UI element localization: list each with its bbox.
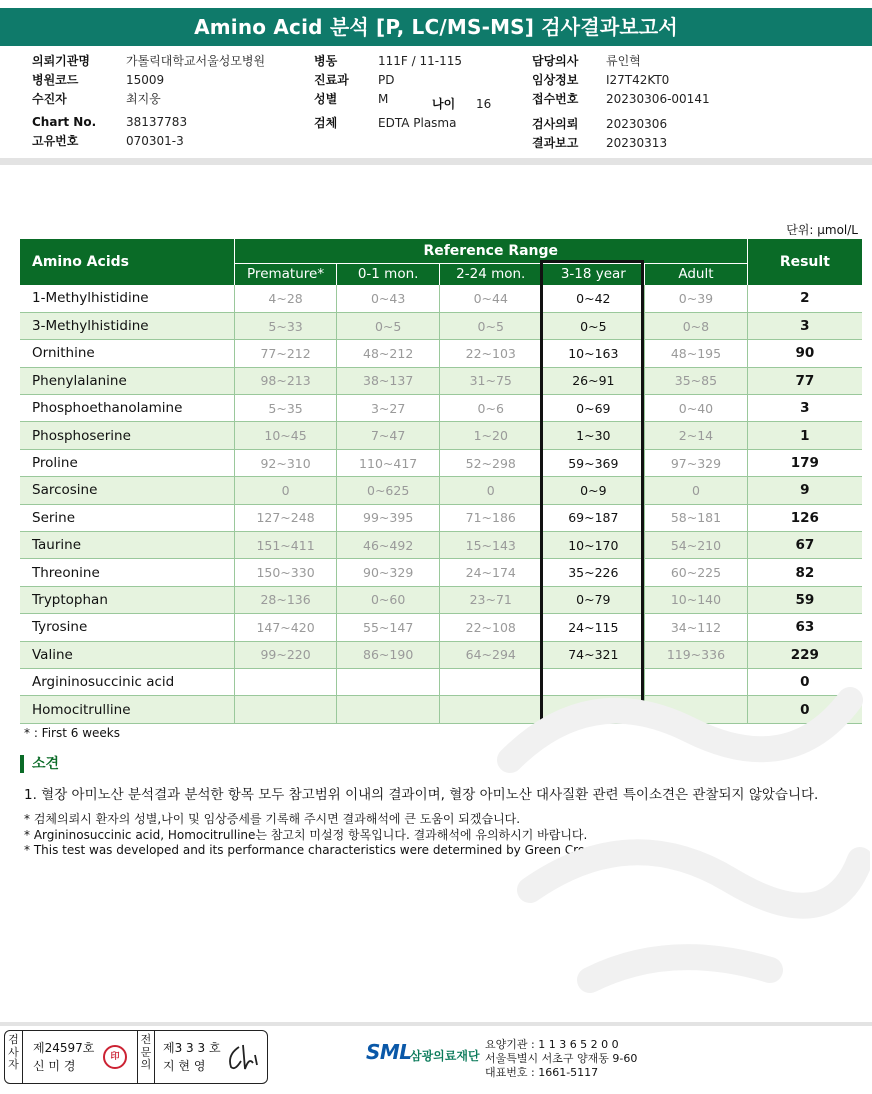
company-name: 삼광의료재단 [410, 1049, 480, 1063]
ref-range-m2_24: 52~298 [439, 449, 542, 476]
amino-acid-name: Proline [20, 449, 234, 476]
info-value: 20230306 [606, 117, 668, 131]
info-value: 15009 [126, 73, 165, 87]
ref-range-adult: 2~14 [645, 422, 748, 449]
info-field [32, 115, 187, 129]
col-result: Result [747, 239, 862, 285]
info-value: 최지웅 [126, 92, 161, 106]
ref-range-m2_24: 23~71 [439, 586, 542, 613]
result-value: 67 [747, 532, 862, 559]
info-value: 070301-3 [126, 134, 184, 148]
patient-info [0, 52, 872, 160]
info-field [314, 52, 462, 69]
stamp-icon: 印 [103, 1045, 127, 1069]
result-value: 179 [747, 449, 862, 476]
table-row [20, 532, 862, 559]
table-row [20, 449, 862, 476]
ref-range-adult: 60~225 [645, 559, 748, 586]
signer2-license: 제3 3 3 호 [163, 1041, 221, 1055]
table-row [20, 285, 862, 312]
ref-range-m0_1: 0~625 [337, 477, 440, 504]
ref-range-m2_24: 24~174 [439, 559, 542, 586]
ref-range-adult [645, 668, 748, 695]
info-value: I27T42KT0 [606, 73, 670, 87]
info-label: 고유번호 [32, 134, 79, 148]
notes [24, 812, 681, 859]
ref-range-adult [645, 696, 748, 723]
info-field [532, 90, 710, 107]
ref-range-m0_1: 86~190 [337, 641, 440, 668]
ref-range-m0_1: 48~212 [337, 340, 440, 367]
col-ref-3: 3-18 year [542, 263, 645, 285]
ref-range-adult: 0 [645, 477, 748, 504]
info-label: 접수번호 [532, 92, 579, 106]
ref-range-y3_18: 0~42 [542, 285, 645, 312]
info-field [32, 132, 184, 149]
signer2-name: 지 현 영 [163, 1059, 206, 1073]
info-field [32, 90, 161, 107]
ref-range-m0_1: 0~60 [337, 586, 440, 613]
result-value: 0 [747, 668, 862, 695]
ref-range-m2_24: 71~186 [439, 504, 542, 531]
ref-range-m2_24: 0~5 [439, 312, 542, 339]
signature-icon [225, 1041, 263, 1075]
table-row [20, 422, 862, 449]
table-row [20, 504, 862, 531]
ref-range-premature [234, 668, 337, 695]
info-value: 류인혁 [606, 54, 641, 68]
ref-range-y3_18: 26~91 [542, 367, 645, 394]
info-value: M [378, 92, 389, 106]
company-info-line: 요양기관 : 1 1 3 6 5 2 0 0 [485, 1038, 619, 1051]
ref-range-m0_1: 7~47 [337, 422, 440, 449]
info-label: 검사의뢰 [532, 117, 579, 131]
ref-range-y3_18: 10~170 [542, 532, 645, 559]
ref-range-m0_1: 46~492 [337, 532, 440, 559]
info-field [314, 90, 388, 107]
ref-range-premature: 77~212 [234, 340, 337, 367]
ref-range-m0_1: 55~147 [337, 614, 440, 641]
ref-range-m0_1: 3~27 [337, 395, 440, 422]
table-row [20, 614, 862, 641]
table-row [20, 668, 862, 695]
ref-range-m0_1: 0~5 [337, 312, 440, 339]
age-field [432, 95, 491, 112]
ref-range-premature: 151~411 [234, 532, 337, 559]
ref-range-m0_1: 110~417 [337, 449, 440, 476]
info-value: 20230306-00141 [606, 92, 710, 106]
ref-range-y3_18: 1~30 [542, 422, 645, 449]
ref-range-m2_24 [439, 668, 542, 695]
info-label: 담당의사 [532, 54, 579, 68]
info-value: 20230313 [606, 136, 668, 150]
amino-acid-name: Phosphoserine [20, 422, 234, 449]
note-item: * 검체의뢰시 환자의 성별,나이 및 임상증세를 기록해 주시면 결과해석에 큰 도움이 되겠습니다. [24, 812, 521, 826]
report-title: Amino Acid 분석 [P, LC/MS-MS] 검사결과보고서 [0, 8, 872, 46]
ref-range-y3_18: 0~69 [542, 395, 645, 422]
info-label: 의뢰기관명 [32, 54, 90, 68]
ref-range-premature: 150~330 [234, 559, 337, 586]
ref-range-premature: 10~45 [234, 422, 337, 449]
signer2-label: 전문의 [137, 1031, 155, 1083]
col-ref-1: 0-1 mon. [337, 263, 440, 285]
table-row [20, 477, 862, 504]
result-value: 9 [747, 477, 862, 504]
ref-range-adult: 35~85 [645, 367, 748, 394]
col-ref-0: Premature* [234, 263, 337, 285]
table-row [20, 586, 862, 613]
info-label: Chart No. [32, 115, 97, 129]
footer-divider [0, 1022, 872, 1026]
company-info [485, 1038, 637, 1080]
table-row [20, 696, 862, 723]
ref-range-premature: 147~420 [234, 614, 337, 641]
result-value: 126 [747, 504, 862, 531]
amino-acid-name: Homocitrulline [20, 696, 234, 723]
col-ref-2: 2-24 mon. [439, 263, 542, 285]
ref-range-premature: 4~28 [234, 285, 337, 312]
result-value: 229 [747, 641, 862, 668]
ref-range-m2_24: 15~143 [439, 532, 542, 559]
ref-range-adult: 0~8 [645, 312, 748, 339]
col-amino-acids: Amino Acids [20, 239, 234, 285]
info-field [532, 115, 667, 132]
ref-range-y3_18: 74~321 [542, 641, 645, 668]
result-value: 63 [747, 614, 862, 641]
ref-range-m0_1 [337, 696, 440, 723]
info-label: 수진자 [32, 92, 67, 106]
info-label: 임상정보 [532, 73, 579, 87]
ref-range-premature [234, 696, 337, 723]
info-field [532, 134, 667, 151]
company-info-line: 대표번호 : 1661-5117 [485, 1066, 599, 1079]
result-value: 3 [747, 312, 862, 339]
amino-acid-name: Phosphoethanolamine [20, 395, 234, 422]
ref-range-m2_24: 22~103 [439, 340, 542, 367]
info-field [532, 52, 641, 69]
ref-range-premature: 5~35 [234, 395, 337, 422]
col-reference-range: Reference Range [234, 239, 747, 263]
info-value: EDTA Plasma [378, 116, 457, 130]
ref-range-y3_18: 24~115 [542, 614, 645, 641]
info-label: 병동 [314, 54, 338, 68]
ref-range-y3_18: 0~9 [542, 477, 645, 504]
ref-range-premature: 92~310 [234, 449, 337, 476]
signer1-license: 제24597호 [33, 1041, 95, 1055]
ref-range-y3_18: 0~79 [542, 586, 645, 613]
ref-range-adult: 97~329 [645, 449, 748, 476]
company-info-line: 서울특별시 서초구 양재동 9-60 [485, 1052, 638, 1065]
ref-range-adult: 58~181 [645, 504, 748, 531]
ref-range-m0_1: 90~329 [337, 559, 440, 586]
amino-acid-name: Phenylalanine [20, 367, 234, 394]
ref-range-m0_1 [337, 668, 440, 695]
info-label: 성별 [314, 92, 338, 106]
result-value: 3 [747, 395, 862, 422]
col-ref-4: Adult [645, 263, 748, 285]
age-label: 나이 [432, 97, 456, 111]
info-field [32, 52, 265, 69]
result-value: 59 [747, 586, 862, 613]
amino-acid-name: Taurine [20, 532, 234, 559]
age-value: 16 [476, 97, 492, 111]
amino-acid-name: Sarcosine [20, 477, 234, 504]
amino-acid-name: Ornithine [20, 340, 234, 367]
finding-title: 소견 [20, 755, 59, 773]
signer1-name: 신 미 경 [33, 1059, 76, 1073]
ref-range-m0_1: 0~43 [337, 285, 440, 312]
ref-range-m0_1: 38~137 [337, 367, 440, 394]
results-table [20, 239, 862, 724]
result-value: 77 [747, 367, 862, 394]
ref-range-adult: 0~39 [645, 285, 748, 312]
ref-range-m2_24: 0~6 [439, 395, 542, 422]
ref-range-m0_1: 99~395 [337, 504, 440, 531]
table-row [20, 340, 862, 367]
amino-acid-name: Threonine [20, 559, 234, 586]
info-field [314, 114, 456, 131]
ref-range-y3_18: 59~369 [542, 449, 645, 476]
signature-box [4, 1030, 268, 1084]
note-item: * Argininosuccinic acid, Homocitrulline는 참고치 미설정 항목입니다. 결과해석에 유의하시기 바랍니다. [24, 827, 588, 842]
ref-range-adult: 48~195 [645, 340, 748, 367]
info-label: 결과보고 [532, 136, 579, 150]
table-row [20, 367, 862, 394]
unit-label: 단위: μmol/L [786, 223, 858, 237]
info-field [532, 71, 669, 88]
sml-logo-icon: SML [366, 1040, 412, 1064]
ref-range-premature: 0 [234, 477, 337, 504]
amino-acid-name: Tyrosine [20, 614, 234, 641]
ref-range-m2_24: 22~108 [439, 614, 542, 641]
info-field [314, 71, 394, 88]
result-value: 0 [747, 696, 862, 723]
note-item: * This test was developed and its performance characteristics were determined by Green Cross Laboratories. [24, 843, 681, 857]
ref-range-m2_24: 31~75 [439, 367, 542, 394]
info-value: 가톨릭대학교서울성모병원 [126, 54, 266, 68]
ref-range-adult: 54~210 [645, 532, 748, 559]
table-row [20, 641, 862, 668]
ref-range-premature: 127~248 [234, 504, 337, 531]
ref-range-premature: 99~220 [234, 641, 337, 668]
ref-range-y3_18 [542, 668, 645, 695]
info-value: 111F / 11-115 [378, 54, 462, 68]
table-row [20, 312, 862, 339]
result-value: 90 [747, 340, 862, 367]
amino-acid-name: Serine [20, 504, 234, 531]
info-field [32, 71, 164, 88]
ref-range-premature: 28~136 [234, 586, 337, 613]
ref-range-premature: 5~33 [234, 312, 337, 339]
info-label: 진료과 [314, 73, 349, 87]
ref-range-y3_18: 10~163 [542, 340, 645, 367]
ref-range-y3_18: 69~187 [542, 504, 645, 531]
ref-range-y3_18: 35~226 [542, 559, 645, 586]
amino-acid-name: Argininosuccinic acid [20, 668, 234, 695]
amino-acid-name: 3-Methylhistidine [20, 312, 234, 339]
table-row [20, 395, 862, 422]
ref-range-m2_24: 0~44 [439, 285, 542, 312]
ref-range-premature: 98~213 [234, 367, 337, 394]
signer1-label: 검사자 [5, 1031, 23, 1083]
ref-range-m2_24: 64~294 [439, 641, 542, 668]
ref-range-m2_24: 1~20 [439, 422, 542, 449]
info-value: 38137783 [126, 115, 188, 129]
info-value: PD [378, 73, 395, 87]
ref-range-adult: 34~112 [645, 614, 748, 641]
ref-range-m2_24: 0 [439, 477, 542, 504]
header-divider [0, 158, 872, 165]
info-label: 병원코드 [32, 73, 79, 87]
finding-text: 1. 혈장 아미노산 분석결과 분석한 항목 모두 참고범위 이내의 결과이며, 혈장 아미노산 대사질환 관련 특이소견은 관찰되지 않았습니다. [24, 787, 819, 803]
ref-range-y3_18 [542, 696, 645, 723]
ref-range-y3_18: 0~5 [542, 312, 645, 339]
amino-acid-name: Tryptophan [20, 586, 234, 613]
amino-acid-name: Valine [20, 641, 234, 668]
ref-range-m2_24 [439, 696, 542, 723]
table-row [20, 559, 862, 586]
info-label: 검체 [314, 116, 338, 130]
company-logo [366, 1040, 480, 1064]
ref-range-adult: 119~336 [645, 641, 748, 668]
result-value: 82 [747, 559, 862, 586]
footnote: * : First 6 weeks [24, 726, 120, 740]
ref-range-adult: 10~140 [645, 586, 748, 613]
ref-range-adult: 0~40 [645, 395, 748, 422]
result-value: 1 [747, 422, 862, 449]
amino-acid-name: 1-Methylhistidine [20, 285, 234, 312]
result-value: 2 [747, 285, 862, 312]
